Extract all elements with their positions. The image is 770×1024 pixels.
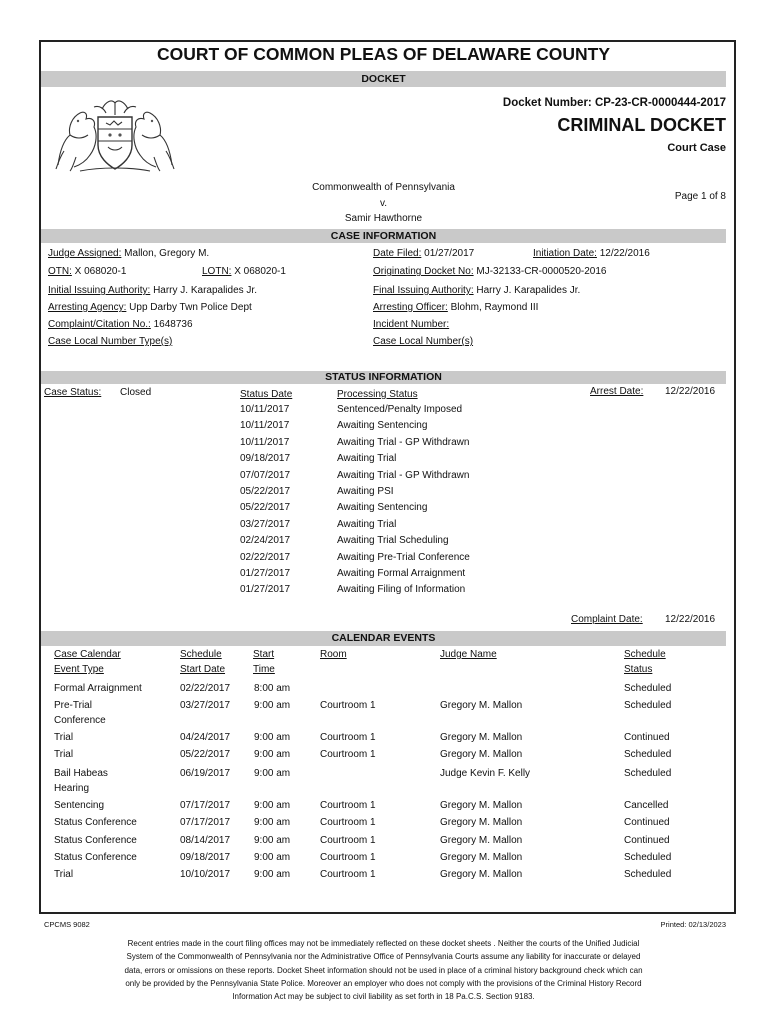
cal-header-event-1: Case Calendar (54, 649, 121, 660)
calendar-start-time: 9:00 am (254, 768, 291, 779)
status-row-date: 03/27/2017 (240, 518, 291, 530)
calendar-judge: Gregory M. Mallon (440, 749, 523, 760)
final-auth-value: Harry J. Karapalides Jr. (476, 285, 581, 296)
calendar-room: Courtroom 1 (320, 732, 376, 743)
calendar-judge: Judge Kevin F. Kelly (440, 768, 531, 779)
arrest-date-value: 12/22/2016 (665, 386, 716, 397)
orig-docket-label: Originating Docket No: (373, 266, 474, 277)
caption-versus: v. (379, 198, 388, 209)
disclaimer-line: only be provided by the Pennsylvania State Police. Moreover an employer who does not comply with the provisions of the Criminal History Record (125, 978, 642, 988)
status-row-processing: Sentenced/Penalty Imposed (337, 404, 463, 415)
status-row-date: 01/27/2017 (240, 568, 291, 579)
case-local-number-label: Case Local Number(s) (373, 336, 474, 347)
calendar-event-type: Trial (54, 732, 74, 743)
calendar-room: Courtroom 1 (320, 869, 376, 880)
status-row-date: 01/27/2017 (240, 584, 291, 596)
calendar-status: Cancelled (624, 800, 669, 811)
calendar-event-type: Trial (54, 869, 74, 880)
calendar-start-date: 07/17/2017 (180, 817, 231, 828)
calendar-status: Scheduled (624, 700, 672, 711)
status-row-processing: Awaiting Trial (337, 453, 397, 465)
complaint-label: Complaint/Citation No.: (48, 319, 151, 330)
page-info: Page 1 of 8 (674, 191, 726, 202)
calendar-start-date: 03/27/2017 (180, 700, 231, 711)
arresting-agency-label: Arresting Agency: (48, 302, 127, 313)
final-auth-label: Final Issuing Authority: (373, 285, 474, 296)
printed-date: Printed: 02/13/2023 (660, 920, 726, 929)
status-row-date: 09/18/2017 (240, 453, 291, 465)
judge-assigned (48, 248, 209, 259)
calendar-room: Courtroom 1 (320, 852, 376, 863)
originating-docket (373, 266, 606, 277)
docket-number: Docket Number: CP-23-CR-0000444-2017 (502, 97, 726, 109)
status-row-processing: Awaiting Sentencing (337, 502, 428, 514)
judge-label: Judge Assigned: (48, 248, 122, 259)
case-status-value: Closed (120, 387, 152, 398)
calendar-judge: Gregory M. Mallon (440, 869, 523, 880)
calendar-status: Continued (624, 817, 670, 828)
otn (48, 266, 126, 277)
docket-bar: DOCKET (41, 71, 726, 87)
calendar-status: Scheduled (624, 683, 672, 694)
case-status-label: Case Status: (44, 387, 102, 398)
status-date-header: Status Date (240, 389, 293, 400)
cal-header-start-2: Time (253, 664, 275, 675)
lotn (202, 266, 286, 277)
cal-header-status-2: Status (624, 664, 653, 675)
initial-auth-value: Harry J. Karapalides Jr. (153, 285, 257, 296)
calendar-event-type-cont: Hearing (54, 783, 90, 794)
final-issuing-authority (373, 285, 580, 296)
cal-header-event-2: Event Type (54, 664, 104, 675)
calendar-judge: Gregory M. Mallon (440, 700, 523, 711)
calendar-start-time: 8:00 am (254, 683, 291, 694)
calendar-start-time: 9:00 am (254, 800, 291, 811)
calendar-start-date: 06/19/2017 (180, 768, 231, 779)
calendar-room: Courtroom 1 (320, 800, 376, 811)
calendar-status: Continued (624, 835, 670, 846)
calendar-start-date: 05/22/2017 (180, 749, 231, 760)
date-filed-label: Date Filed: (373, 248, 422, 259)
arrest-date-label: Arrest Date: (590, 386, 644, 397)
docket-type: CRIMINAL DOCKET (557, 115, 726, 135)
date-filed-value: 01/27/2017 (424, 248, 475, 259)
calendar-event-type: Status Conference (54, 835, 137, 846)
calendar-start-date: 02/22/2017 (180, 683, 231, 694)
calendar-start-time: 9:00 am (254, 732, 291, 743)
calendar-event-type: Formal Arraignment (54, 683, 142, 694)
lotn-value: X 068020-1 (234, 266, 286, 277)
cal-header-judge: Judge Name (440, 649, 497, 660)
calendar-start-time: 9:00 am (254, 869, 291, 880)
status-row-date: 10/11/2017 (240, 436, 290, 448)
cal-header-start-1: Start (253, 649, 275, 660)
complaint-date-value: 12/22/2016 (665, 614, 716, 625)
incident-number (373, 319, 449, 330)
lotn-label: LOTN: (202, 266, 232, 277)
arresting-agency-value: Upp Darby Twn Police Dept (129, 302, 252, 313)
court-title: COURT OF COMMON PLEAS OF DELAWARE COUNTY (156, 44, 611, 64)
status-row-processing: Awaiting Trial - GP Withdrawn (337, 469, 470, 481)
status-row-date: 05/22/2017 (240, 486, 291, 497)
arresting-officer (373, 302, 538, 313)
calendar-room: Courtroom 1 (320, 817, 376, 828)
caption-defendant: Samir Hawthorne (344, 213, 423, 224)
calendar-start-date: 08/14/2017 (180, 835, 231, 846)
calendar-status: Scheduled (624, 749, 672, 760)
initiation-value: 12/22/2016 (599, 248, 650, 259)
calendar-room: Courtroom 1 (320, 700, 376, 711)
calendar-event-type: Status Conference (54, 852, 137, 863)
calendar-status: Scheduled (624, 869, 672, 880)
calendar-status: Scheduled (624, 768, 672, 779)
complaint-citation (48, 319, 193, 330)
case-info-bar: CASE INFORMATION (41, 229, 726, 243)
calendar-start-time: 9:00 am (254, 817, 291, 828)
status-row-date: 02/24/2017 (240, 535, 291, 547)
calendar-room: Courtroom 1 (320, 749, 376, 760)
status-row-date: 02/22/2017 (240, 551, 291, 563)
calendar-judge: Gregory M. Mallon (440, 852, 523, 863)
calendar-event-type: Sentencing (54, 800, 105, 811)
calendar-start-time: 9:00 am (254, 852, 291, 863)
calendar-event-type: Pre-Trial (54, 700, 92, 711)
calendar-event-type: Status Conference (54, 817, 137, 828)
status-row-processing: Awaiting Formal Arraignment (337, 568, 466, 579)
judge-value: Mallon, Gregory M. (124, 248, 210, 259)
calendar-judge: Gregory M. Mallon (440, 817, 523, 828)
disclaimer-line: data, errors or omissions on these reports. Docket Sheet information should not be used in place of a criminal history background check which can (124, 965, 643, 975)
disclaimer-line: Recent entries made in the court filing offices may not be immediately reflected on these docket sheets . Neither the courts of the Unified Judicial (127, 939, 640, 948)
caption-plaintiff: Commonwealth of Pennsylvania (312, 182, 455, 193)
cal-header-room: Room (320, 649, 347, 660)
status-row-processing: Awaiting Trial (337, 518, 397, 530)
complaint-value: 1648736 (153, 319, 193, 330)
initial-auth-label: Initial Issuing Authority: (48, 285, 151, 296)
status-row-processing: Awaiting Sentencing (337, 420, 428, 432)
status-row-processing: Awaiting Trial Scheduling (337, 535, 449, 547)
calendar-start-date: 07/17/2017 (180, 800, 231, 811)
form-id: CPCMS 9082 (44, 920, 90, 929)
cal-header-sched-2: Start Date (180, 664, 226, 675)
calendar-judge: Gregory M. Mallon (440, 732, 523, 743)
case-kind: Court Case (667, 142, 726, 154)
calendar-event-type: Bail Habeas (54, 768, 108, 779)
status-info-bar: STATUS INFORMATION (41, 371, 726, 384)
date-filed (373, 248, 474, 259)
status-row-date: 10/11/2017 (240, 420, 290, 432)
status-row-processing: Awaiting Pre-Trial Conference (337, 551, 470, 563)
calendar-room: Courtroom 1 (320, 835, 376, 846)
calendar-event-type-cont: Conference (54, 715, 106, 726)
calendar-start-time: 9:00 am (254, 749, 291, 760)
calendar-start-time: 9:00 am (254, 700, 291, 711)
calendar-status: Continued (624, 732, 670, 743)
arresting-agency (48, 302, 252, 313)
processing-status-header: Processing Status (337, 389, 418, 400)
calendar-start-time: 9:00 am (254, 835, 291, 846)
status-row-processing: Awaiting Trial - GP Withdrawn (337, 436, 470, 448)
arresting-officer-value: Blohm, Raymond III (450, 302, 539, 313)
arresting-officer-label: Arresting Officer: (373, 302, 448, 313)
calendar-judge: Gregory M. Mallon (440, 800, 523, 811)
otn-value: X 068020-1 (74, 266, 127, 277)
disclaimer-line: System of the Commonwealth of Pennsylvania nor the Administrative Office of Pennsylvania Courts assume any liability for inaccurate or delayed (126, 952, 641, 962)
calendar-start-date: 10/10/2017 (180, 869, 231, 880)
initiation-label: Initiation Date: (533, 248, 597, 259)
case-local-type-label: Case Local Number Type(s) (48, 336, 173, 347)
status-row-processing: Awaiting PSI (337, 486, 394, 497)
cal-header-status-1: Schedule (624, 649, 666, 660)
initiation-date (533, 248, 650, 259)
calendar-event-type: Trial (54, 749, 74, 760)
calendar-start-date: 04/24/2017 (180, 732, 231, 743)
calendar-status: Scheduled (624, 852, 672, 863)
calendar-judge: Gregory M. Mallon (440, 835, 523, 846)
calendar-start-date: 09/18/2017 (180, 852, 231, 863)
cal-header-sched-1: Schedule (180, 649, 222, 660)
calendar-bar: CALENDAR EVENTS (41, 631, 726, 646)
disclaimer (41, 937, 726, 1003)
orig-docket-value: MJ-32133-CR-0000520-2016 (476, 266, 607, 277)
complaint-date-label: Complaint Date: (571, 614, 643, 625)
status-row-date: 05/22/2017 (240, 502, 291, 514)
incident-label: Incident Number: (373, 319, 450, 330)
initial-issuing-authority (48, 285, 257, 296)
status-row-date: 10/11/2017 (240, 404, 290, 415)
disclaimer-line: Information Act may be subject to civil liability as set forth in 18 Pa.C.S. Section 9183. (232, 992, 535, 1002)
otn-label: OTN: (48, 266, 72, 277)
seal-icon (50, 95, 180, 175)
status-row-processing: Awaiting Filing of Information (337, 584, 466, 596)
status-row-date: 07/07/2017 (240, 469, 291, 481)
